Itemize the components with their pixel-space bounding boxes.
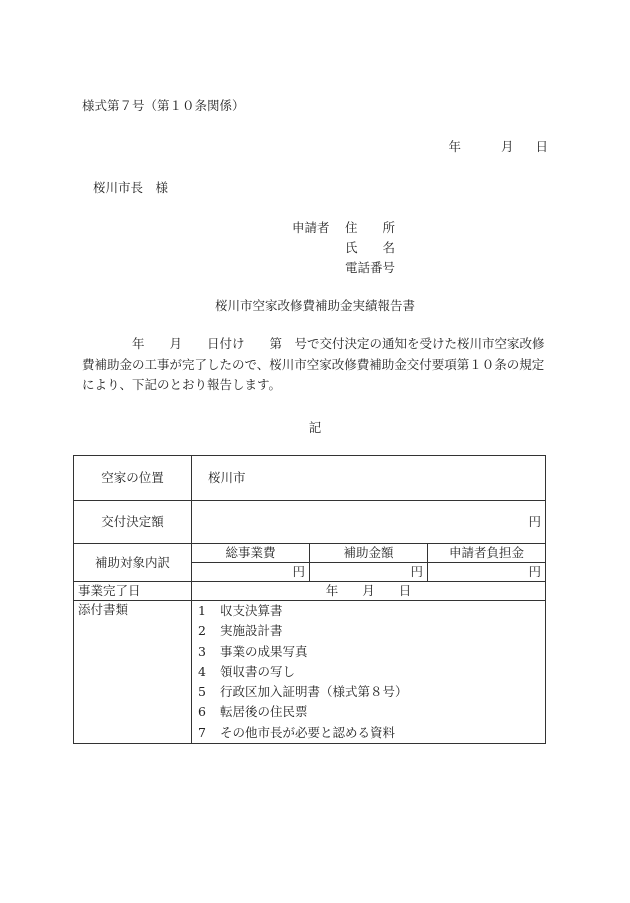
- completion-label: 事業完了日: [74, 582, 192, 601]
- date-line: [448, 137, 548, 155]
- breakdown-label: 補助対象内訳: [74, 544, 192, 582]
- attachment-item: 1 収支決算書: [198, 603, 283, 618]
- breakdown-unit-total: 円: [192, 563, 310, 582]
- breakdown-unit-subsidy: 円: [310, 563, 428, 582]
- breakdown-header-subsidy: 補助金額: [310, 544, 428, 563]
- report-table: [73, 455, 546, 744]
- ki-heading: 記: [308, 420, 322, 435]
- date-month: 月: [500, 139, 514, 154]
- form-number: 様式第７号（第１０条関係）: [82, 98, 245, 113]
- date-year: 年: [448, 139, 461, 154]
- location-label: 空家の位置: [74, 456, 192, 501]
- attachment-item: 3 事業の成果写真: [198, 643, 308, 659]
- completion-year: 年: [325, 583, 339, 598]
- applicant-block: [292, 218, 405, 278]
- decision-amount-label: 交付決定額: [74, 501, 192, 544]
- attachment-item: 7 その他市長が必要と認める資料: [198, 724, 396, 740]
- body-paragraph: 年 月 日付け 第 号で交付決定の通知を受けた桜川市空家改修費補助金の工事が完了したので、桜川市空家改修費補助金交付要項第１０条の規定により、下記のとおり報告します。: [82, 336, 545, 392]
- completion-day: 日: [398, 583, 412, 598]
- completion-month: 月: [362, 583, 375, 598]
- breakdown-unit-burden: 円: [428, 563, 546, 582]
- applicant-phone-label: 電話番号: [345, 260, 396, 275]
- attachment-item: 4 領収書の写し: [198, 663, 296, 679]
- decision-amount-unit: 円: [192, 501, 546, 544]
- date-day: 日: [535, 139, 548, 154]
- attachments-list: [192, 601, 546, 744]
- document-title: 桜川市空家改修費補助金実績報告書: [214, 298, 415, 313]
- location-value: 桜川市: [192, 456, 546, 501]
- applicant-role: 申請者: [292, 220, 330, 235]
- attachment-item: 6 転居後の住民票: [198, 704, 308, 720]
- breakdown-header-total: 総事業費: [192, 544, 310, 563]
- addressee: 桜川市長 様: [93, 180, 169, 195]
- completion-date: [192, 582, 546, 601]
- applicant-name-label: 氏 名: [345, 240, 396, 255]
- attachment-item: 2 実施設計書: [198, 623, 283, 639]
- attachment-item: 5 行政区加入証明書（様式第８号）: [198, 684, 408, 700]
- attachments-label: 添付書類: [74, 601, 192, 744]
- applicant-address-label: 住 所: [345, 220, 396, 235]
- breakdown-header-burden: 申請者負担金: [428, 544, 546, 563]
